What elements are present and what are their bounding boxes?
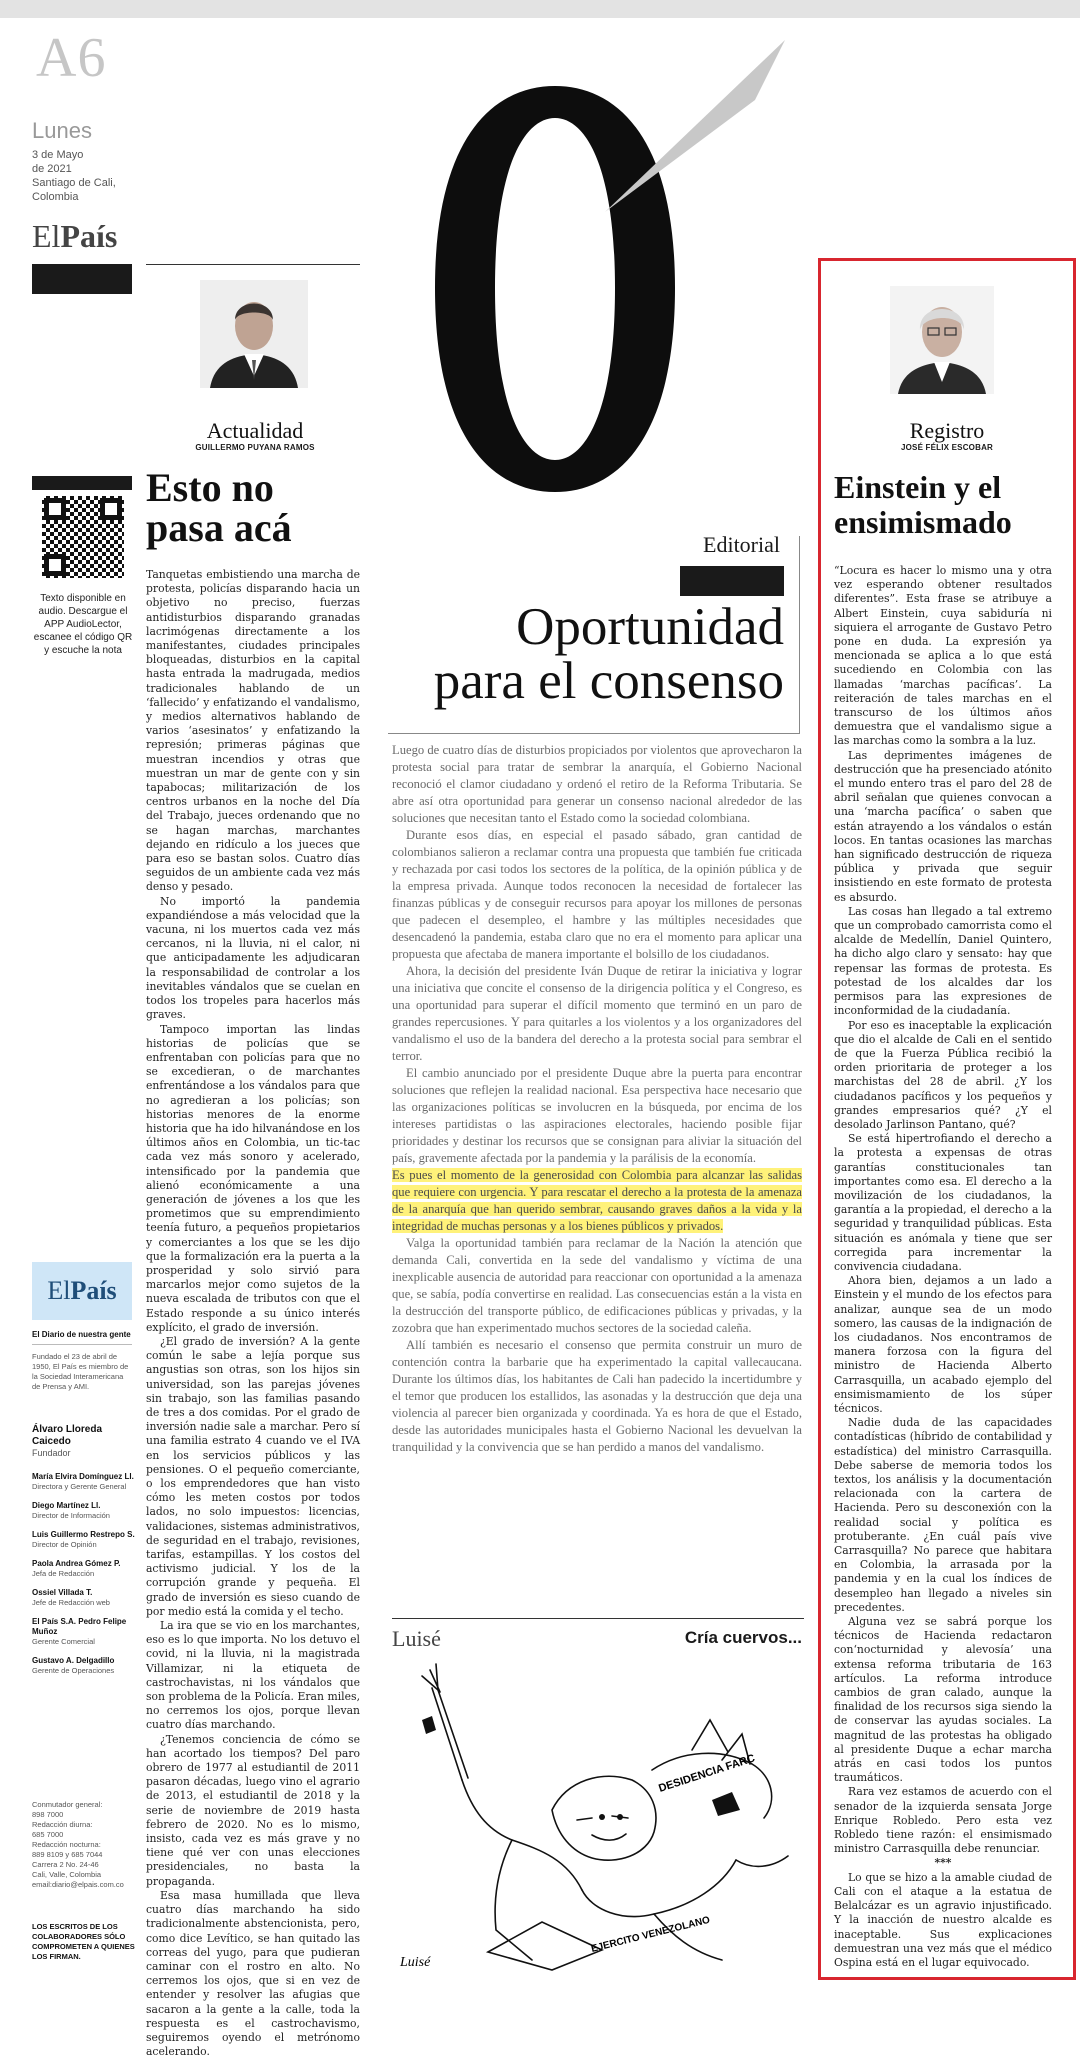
masthead-tagline: El Diario de nuestra gente <box>32 1330 131 1339</box>
cartoon-title: Cría cuervos... <box>684 1628 802 1647</box>
paragraph: Las deprimentes imágenes de destrucción que ha presenciado atónito el mundo entero tras el paro del 28 de abril señalan que quienes convocan a una ‘marcha pacífica’ o saben que están atrayendo a los vándalos o están locos. En tantas ocasiones las marchas han significado destrucción de riqueza pública y privada que seguir insistiendo en este formato de protesta es absurdo. <box>834 748 1052 904</box>
staff-entry: Gustavo A. Delgadillo Gerente de Operaciones <box>32 1656 115 1675</box>
paragraph: Por eso es inaceptable la explicación que dio el alcalde de Cali en el sentido de que la Fuerza Pública recibió la orden prioritaria de proteger a los marchistas del 28 de abril. ¿Y los ciudadanos pacíficos y los pequeños y grandes empresarios qué? ¿Y el desolado Jarlinson Pantano, qué? <box>834 1018 1052 1131</box>
el-pais-logo: ElPaís <box>32 218 118 254</box>
paragraph: Tampoco importan las lindas historias de policías que se enfrentaban con policías para que no se excedieran, o de marchantes enfrentándose a los vándalos para que no agredieran a los policías; son historias menores de la enorme historia que ha ido hilvanándose en los últimos años en Colombia, un tic-tac cada vez más sonoro y acelerado, intensificado por la pandemia que alienó económicamente a una generación de jóvenes a los que les prometimos que su emprendimiento teenía futuro, a pequeños propietarios y comerciantes a los que se les dijo que la formalización era la puerta a la prosperidad y solo sirvió para marcarlos mejor como sujetos de la nueva escalada de tributos con que el Estado responde a su único interés explícito, el grado de inversión. <box>146 1022 360 1334</box>
column-rule <box>146 264 360 265</box>
cartoon-artist: Luisé <box>392 1626 441 1651</box>
section-label-registro: Registro <box>909 418 985 443</box>
author-photo-escobar <box>890 286 994 394</box>
masthead-staff <box>32 1472 142 1685</box>
staff-entry: Diego Martínez Ll. Director de Información <box>32 1501 110 1520</box>
paragraph: Nadie duda de las capacidades contadísticas (híbrido de contabilidad y estadística) del ministro Carrasquilla. Debe saberse de memoria todos los textos, los análisis y la documentación relacionada con la cartera de Hacienda. Pero su desconexión con la realidad social y política es protuberante. ¿En cuál país vive Carrasquilla? No parece que habitara en Colombia, la arrasada por la pandemia y en la cual los índices de desempleo han llegado a niveles sin precedentes. <box>834 1416 1052 1614</box>
paragraph: Esa masa humillada que lleva cuatro días marchando ha sido tradicionalmente abstencionista, pero, como dice Levítico, se han quitado las correas del yugo, para que pudieran caminar con el rostro en alto. No cerremos los ojos, que si en vez de entender y resolver las afugias que sacaron a la gente a la calle, toda la respuesta es el castrochavismo, seguiremos oyendo el metrónomo acelerando. <box>146 1888 360 2059</box>
cartoon-drawing <box>392 1660 804 1976</box>
paragraph: El cambio anunciado por el presidente Duque abre la puerta para encontrar soluciones que reflejen la realidad nacional. Esa perspectiva hace necesario que las organizaciones políticas se involucren en la búsqueda, por encima de los intereses partidistas o las aspiraciones electorales, haciendo posible fijar prioridades y destinar los recursos que se consignan para aliviar la situación del país, gravemente afectada por la pandemia y la parálisis de la economía. <box>392 1066 802 1165</box>
staff-entry: El País S.A. Pedro Felipe Muñoz Gerente Comercial <box>32 1617 127 1646</box>
staff-entry: Paola Andrea Gómez P. Jefa de Redacción <box>32 1559 121 1578</box>
qr-code[interactable] <box>42 496 124 578</box>
paragraph: Rara vez estamos de acuerdo con el senador de la izquierda sensata Jorge Enrique Robledo. Pero esta vez Robledo tiene razón: el ensimismado ministro Carrasquilla debe renunciar. <box>834 1785 1052 1856</box>
section-label-actualidad: Actualidad <box>206 418 304 443</box>
author-photo-puyana <box>200 280 308 388</box>
paragraph: Ahora, la decisión del presidente Iván Duque de retirar la iniciativa y lograr una iniciativa que concite el consenso de la dirigencia política y el Congreso, es una oportunidad para superar el difícil momento que terminó en un paro de grandes repercusiones. Y para quitarles a los violentos y a los organizadores del vandalismo el uso de la bandera del derecho a la protesta social para sembrar el terror. <box>392 964 802 1063</box>
article-body-right <box>834 564 1052 1972</box>
masthead-contact: Conmutador general: 898 7000 Redacción diurna: 685 7000 Redacción nocturna: 889 8109 y 685 7044 Carrera 2 No. 24-46 Cali, Valle, Colombia email:diario@elpais.com.co <box>32 1800 124 1889</box>
top-bar <box>0 0 1080 18</box>
paragraph: No importó la pandemia expandiéndose a más velocidad que la vacuna, ni los muertos cada vez más cercanos, ni la lluvia, ni el calor, ni que anticipadamente les adjudicaran la responsabilidad de controlar a los inevitables vándalos que se cuelan en todos los tropeles para hacerlos más graves. <box>146 894 360 1022</box>
editorial-headline: Oportunidad para el consenso <box>433 598 784 710</box>
paragraph: “Locura es hacer lo mismo una y otra vez esperando obtener resultados diferentes”. Esta frase se atribuye a Albert Einstein, cuya sabiduría ni siquiera el arrogante de Gustavo Petro pone en duda. La expresión ya mencionada se aplica a lo que está sucediendo en Colombia con las llamadas ‘marchas pacíficas’. La reiteración de tales marchas en el transcurso de los últimos años demuestra que el vandalismo sigue a las marchas como la sombra a la luz. <box>834 564 1052 748</box>
page-number: A6 <box>36 27 107 89</box>
cartoon-rule <box>392 1618 804 1619</box>
opinion-o-graphic <box>330 40 800 540</box>
author-name-puyana: GUILLERMO PUYANA RAMOS <box>195 443 315 452</box>
closing-paragraph: Lo que se hizo a la amable ciudad de Cali con el ataque a la estatua de Belalcázar es un agravio injustificado. Y la inacción de nuestro alcalde es inaceptable. Sus explicaciones demuestran una vez más que el médico Ospina está en el lugar equivocado. <box>834 1870 1052 1969</box>
author-name-escobar: JOSÉ FÉLIX ESCOBAR <box>900 443 994 452</box>
masthead-founder: Álvaro Lloreda Caicedo Fundador <box>32 1424 103 1458</box>
headline-left: Esto no pasa acá <box>146 465 292 550</box>
section-separator: *** <box>934 1856 952 1870</box>
editorial-label: Editorial <box>703 532 780 557</box>
paragraph: Ahora bien, dejamos a un lado a Einstein y el mundo de los efectos para analizar, aunque sea de un modo somero, las causas de la indignación de los ciudadanos. Nos encontramos de manera forzosa con la figura del ministro de Hacienda Alberto Carrasquilla, un acabado ejemplo del ensimismamiento de los súper técnicos. <box>834 1274 1052 1415</box>
paragraph: Allí también es necesario el consenso que permita construir un muro de contención contra la barbarie que ha experimentado la capital vallecaucana. Durante los últimos días, los habitantes de Cali han padecido la incertidumbre y el temor que producen los estallidos, las asonadas y la destrucción que deja una violencia al parecer bien organizada y coordinada. Ya es hora de que el Estado, desde las autoridades municipales hasta el Gobierno Nacional les devuelvan la tranquilidad y la convivencia que se han perdido a manos del vandalismo. <box>392 1338 802 1454</box>
paragraph: ¿El grado de inversión? A la gente común le sabe a lejía porque sus angustias son otras, son los hijos sin universidad, son las parejas jóvenes sin trabajo, son las familias pasando de tres a dos comidas. Por el grado de inversión nadie sale a marchar. Pero sí una familia estrato 4 cuando ve el IVA en los servicios públicos y las pensiones. O el pequeño comerciante, o los emprendedores que han visto cómo les meten costos por todos lados, no solo impuestos: licencias, validaciones, sistemas administrativos, de seguridad en el trabajo, revisiones, tarifas, estampillas. Y los costos del activismo judicial. Y los de la corrupción grande y pequeña. El grado de inversión es sieso cuando de por medio está la comida y el techo. <box>146 1334 360 1618</box>
staff-entry: Ossiel Villada T. Jefe de Redacción web <box>32 1588 110 1607</box>
cartoon-signature: Luisé <box>400 1955 431 1970</box>
page-date: 3 de Mayo de 2021 Santiago de Cali, Colombia <box>32 149 116 203</box>
staff-entry: María Elvira Domínguez Ll. Directora y Gerente General <box>32 1472 134 1491</box>
qr-caption: Texto disponible en audio. Descargue el APP AudioLector, escanee el código QR y escuche la nota <box>33 593 133 656</box>
paragraph: Se está hipertrofiando el derecho a la protesta a expensas de otras garantías constitucionales tan importantes como esa. El derecho a la movilización de los ciudadanos, la garantía a la propiedad, el derecho a la seguridad y tranquilidad públicas. Esta situación es anómala y tiene que ser corregida para incrementar la convivencia ciudadana. <box>834 1132 1052 1273</box>
section-black-bar <box>32 264 132 294</box>
paragraph: ¿Tenemos conciencia de cómo se han acortado los tiempos? Del paro obrero de 1977 al estudiantil de 2011 pasaron décadas, luego vino el agrario de 2013, el estudiantil de 2018 y la serie de noviembre de 2019 hasta febrero de 2020. No es lo mismo, insisto, cada vez es más grave y no tiene qué ver con unas elecciones presidenciales, no basta la propaganda. <box>146 1732 360 1888</box>
paragraph: La ira que se vio en los marchantes, eso es lo que importa. No los detuvo el covid, ni la lluvia, ni la magistrada Villamizar, ni la etiqueta de castrochavistas, ni los vándalos que son problema de la Policía. Eran miles, no cerremos los ojos, porque llevan cuatro días marchando. <box>146 1619 360 1732</box>
masthead-rule <box>32 1344 132 1345</box>
page-day: Lunes <box>32 118 92 143</box>
article-body-left <box>146 568 360 2059</box>
cartoon-label-ejercito: EJERCITO VENEZOLANO <box>590 1914 712 1955</box>
qr-black-bar <box>32 476 132 490</box>
el-pais-masthead-logo: ElPaís <box>32 1262 132 1320</box>
cartoon-label-farc: DESIDENCIA FARC <box>657 1752 757 1795</box>
paragraph: Valga la oportunidad también para reclamar de la Nación la atención que demanda Cali, convertida en la sede del vandalismo y víctima de una inexplicable ausencia de autoridad para reaccionar con oportunidad a la amenaza que, se sabía, podía convertirse en realidad. Las consecuencias están a la vista en la destrucción del transporte público, de edificaciones públicas y privadas, y la zozobra que han experimentado muchos sectores de la sociedad caleña. <box>392 1236 802 1335</box>
paragraph: Luego de cuatro días de disturbios propiciados por violentos que aprovecharon la protesta social para tratar de sembrar la anarquía, el Gobierno Nacional reconoció el clamor ciudadano y ordenó el retiro de la Reforma Tributaria. Se abre así otra oportunidad para generar un consenso nacional alrededor de las soluciones que necesitan tanto el Estado como la sociedad colombiana. <box>392 743 802 825</box>
paragraph: Durante esos días, en especial el pasado sábado, gran cantidad de colombianos salieron a reclamar contra una propuesta que también fue criticada y rechazada por casi todos los sectores de la política, de la opinión pública y de la empresa privada. Aunque todos reconocen la necesidad de fortalecer las finanzas públicas y de conseguir recursos para apoyar los millones de personas que padecen el desempleo, el hambre y las múltiples necesidades que desencadenó la pandemia, estaba claro que no era el momento para aplicar una propuesta que afectaba de manera importante el bolsillo de los ciudadanos. <box>392 828 802 961</box>
paragraph: Tanquetas embistiendo una marcha de protesta, policías disparando hacia un objetivo no preciso, fuerzas antidisturbios disparando granadas lacrimógenas directamente a los manifestantes, ciudades principales bloqueadas, disturbios en la capital hasta entrada la madrugada, medios tradicionales hablando de un ‘fallecido’ y enfatizando el vandalismo, y medios alternativos hablando de varios ‘asesinatos’ y enfatizando la represión; primeras páginas que muestran incendios y otras que muestran un mar de gente con y sin tapabocas; militarización de los centros urbanos en la noche del Día del Trabajo, jueces ordenando que no se hagan marchas, marchantes dejando en ridículo a los jueces que para eso se bastan solos. Cuatro días seguidos de un ambiente cada vez más denso y pesado. <box>146 568 360 894</box>
paragraph: Las cosas han llegado a tal extremo que un comprobado camorrista como el alcalde de Medellín, Daniel Quintero, ha dicho algo claro y sensato: hay que repensar las formas de protesta. Es potestad de los alcaldes dar los permisos para las expresiones de inconformidad de la ciudadanía. <box>834 904 1052 1018</box>
masthead-disclaimer: LOS ESCRITOS DE LOS COLABORADORES SÓLO COMPROMETEN A QUIENES LOS FIRMAN. <box>32 1922 135 1961</box>
staff-entry: Luis Guillermo Restrepo S. Director de Opinión <box>32 1530 135 1549</box>
editorial-black-bar <box>680 566 784 596</box>
headline-right: Einstein y el ensimismado <box>834 469 1012 540</box>
editorial-body <box>392 742 802 1596</box>
paragraph: Alguna vez se sabrá porque los técnicos de Hacienda redactaron con‘nocturnidad y alevosía’ una extensa reforma tributaria de 163 artículos. La reforma introduce cambios de gran calado, aunque la finalidad de los recursos siga siendo la de conservar las ayudas sociales. La magnitud de las protestas ha obligado al presidente Duque a echar marcha atrás en casi todos los puntos traumáticos. <box>834 1615 1052 1785</box>
highlighted-paragraph: Es pues el momento de la generosidad con Colombia para alcanzar las salidas que requiere con urgencia. Y para rescatar el derecho a la protesta de la amenaza de la anarquía que han querido sembrar, causando graves daños a la vida y la integridad de muchas personas y a los bienes públicos y privados. <box>392 1168 802 1233</box>
masthead-founded: Fundado el 23 de abril de 1950, El País es miembro de la Sociedad Interamericana de Prensa y AMI. <box>32 1352 129 1391</box>
